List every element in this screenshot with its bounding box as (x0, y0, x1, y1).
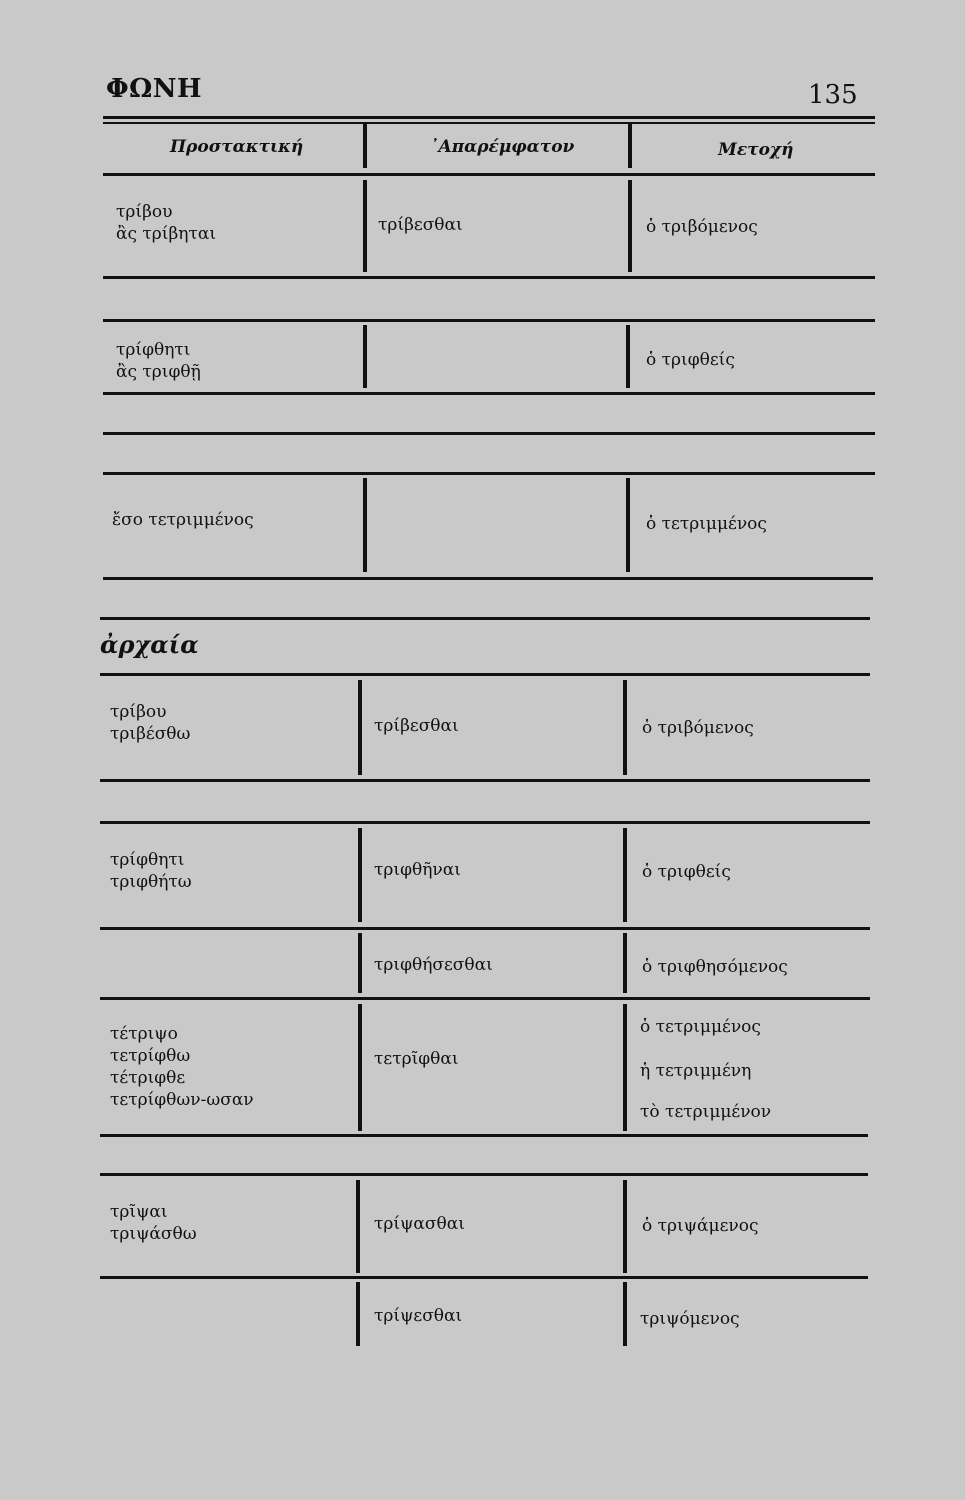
section-rule (100, 617, 870, 620)
imperative-form: τέτριφθε (110, 1068, 186, 1088)
column-divider (358, 828, 362, 922)
column-divider (356, 1282, 360, 1346)
row-rule (100, 997, 870, 1000)
imperative-form: τρίβου (110, 702, 167, 722)
row-rule (100, 779, 870, 782)
participle-form: ὁ τριβόμενος (646, 217, 758, 237)
column-divider (623, 1004, 627, 1131)
infinitive-form: τρίψεσθαι (374, 1306, 463, 1326)
row-rule (103, 392, 875, 395)
column-divider (356, 1180, 360, 1273)
row-rule (103, 432, 875, 435)
imperative-form: τετρίφθω (110, 1046, 191, 1066)
imperative-form: τρίφθητι (116, 340, 191, 360)
participle-form: τριψόμενος (640, 1309, 740, 1329)
column-divider (623, 1180, 627, 1273)
participle-form: ὁ τριβόμενος (642, 718, 754, 738)
column-divider (626, 325, 630, 388)
column-divider (623, 680, 627, 775)
imperative-form: τριβέσθω (110, 724, 191, 744)
section-label: ἀρχαία (100, 630, 199, 659)
participle-form: ὁ τριψάμενος (642, 1216, 759, 1236)
imperative-form: ἂς τρίβηται (116, 224, 217, 244)
row-rule (100, 821, 870, 824)
imperative-form: ἔσο τετριμμένος (112, 510, 254, 530)
imperative-form: τρίβου (116, 202, 173, 222)
column-divider (358, 680, 362, 775)
participle-form: ὁ τριφθείς (646, 350, 735, 370)
column-divider (363, 325, 367, 388)
top-rule-2 (103, 122, 875, 124)
column-header-imperative: Προστακτική (170, 137, 304, 157)
column-divider (623, 933, 627, 993)
row-rule (100, 1173, 868, 1176)
participle-form: ὁ τετριμμένος (646, 514, 767, 534)
column-divider (623, 1282, 627, 1346)
page-number: 135 (808, 80, 858, 110)
imperative-form: τριψάσθω (110, 1224, 197, 1244)
imperative-form: τέτριψο (110, 1024, 178, 1044)
row-rule (100, 1134, 868, 1137)
section-rule (100, 673, 870, 676)
participle-form: ὁ τριφθησόμενος (642, 957, 788, 977)
column-divider (623, 828, 627, 922)
participle-form: ὁ τετριμμένος (640, 1017, 761, 1037)
infinitive-form: τριφθῆναι (374, 860, 461, 880)
header-divider (628, 122, 632, 168)
infinitive-form: τρίβεσθαι (378, 215, 463, 235)
row-rule (100, 927, 870, 930)
row-rule (103, 319, 875, 322)
column-divider (358, 933, 362, 993)
header-divider (363, 122, 367, 168)
participle-form: τὸ τετριμμένον (640, 1102, 772, 1122)
row-rule (103, 577, 873, 580)
column-divider (358, 1004, 362, 1131)
header-rule (103, 173, 875, 176)
imperative-form: ἂς τριφθῇ (116, 362, 201, 382)
column-header-infinitive: ᾿Απαρέμφατον (430, 137, 575, 157)
participle-form: ἡ τετριμμένη (640, 1061, 752, 1081)
participle-form: ὁ τριφθείς (642, 862, 731, 882)
infinitive-form: τρίψασθαι (374, 1214, 465, 1234)
row-rule (103, 276, 875, 279)
column-divider (363, 180, 367, 272)
column-divider (628, 180, 632, 272)
imperative-form: τετρίφθων-ωσαν (110, 1090, 254, 1110)
imperative-form: τριφθήτω (110, 872, 192, 892)
running-head: ΦΩΝΗ (106, 74, 203, 104)
column-divider (626, 478, 630, 572)
column-divider (363, 478, 367, 572)
column-header-participle: Μετοχή (718, 140, 794, 160)
imperative-form: τρῖψαι (110, 1202, 168, 1222)
infinitive-form: τριφθήσεσθαι (374, 955, 493, 975)
row-rule (103, 472, 875, 475)
top-rule (103, 116, 875, 119)
row-rule (100, 1276, 868, 1279)
infinitive-form: τρίβεσθαι (374, 716, 459, 736)
imperative-form: τρίφθητι (110, 850, 185, 870)
infinitive-form: τετρῖφθαι (374, 1049, 459, 1069)
